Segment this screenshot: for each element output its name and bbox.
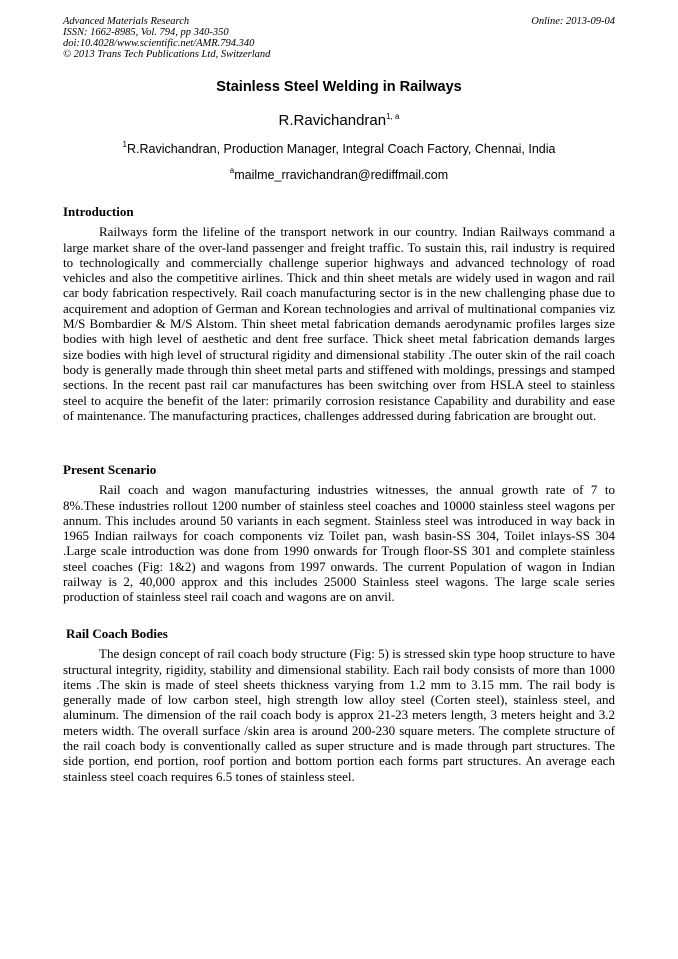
author-superscript: 1, a	[386, 112, 400, 121]
section-heading: Introduction	[63, 204, 134, 219]
section-rail-coach-bodies	[63, 626, 615, 784]
section-paragraph: Railways form the lifeline of the transport network in our country. Indian Railways command a large market share of the over-land passenger and freight traffic. To sustain this, rail industry is required to technologically and commercially challenge superior highways and advanced technology of road vehicles and also the competitive airlines. Thick and thin sheet metals are widely used in wagon and rail car body fabrication respectively. Rail coach manufacturing sector is in the new challenging phase due to acquirement and adoption of German and Korean technologies and arrival of multinational companies viz M/S Bombardier & M/S Alstom. Thin sheet metal fabrication demands aerodynamic profiles larges size bodies with high level of aesthetic and dent free surface. Thick sheet metal fabrication demands larges size bodies with high level of structural rigidity and dimensional stability .The outer skin of the rail coach body is generally made through thin sheet metal parts and stiffened with moldings, pressings and stamped sections. In the recent past rail car manufactures has been switching over from HSLA steel to stainless steel to acquire the benefit of the later: primarily corrosion resistance Capability and durability and ease of maintenance. The manufacturing practices, challenges addressed during fabrication are brought out.	[63, 224, 615, 423]
affiliation-superscript: 1	[122, 140, 127, 149]
section-introduction	[63, 204, 615, 423]
journal-name: Advanced Materials Research	[63, 16, 190, 27]
email-superscript: a	[229, 166, 235, 175]
email-line	[0, 168, 678, 182]
author-name: R.Ravichandran	[278, 112, 387, 129]
journal-doi: doi:10.4028/www.scientific.net/AMR.794.340	[63, 38, 255, 49]
affiliation-line	[0, 142, 678, 156]
journal-copyright: © 2013 Trans Tech Publications Ltd, Switzerland	[63, 49, 271, 60]
section-paragraph: Rail coach and wagon manufacturing industries witnesses, the annual growth rate of 7 to 8%.These industries rollout 1200 number of stainless steel coaches and 10000 stainless steel wagons per annum. This includes around 50 variants in each segment. Stainless steel was introduced in way back in 1965 Indian railways for coach components viz Toilet pan, wash basin-SS 304, Toilet inlays-SS 304 .Large scale introduction was done from 1990 onwards for Trough floor-SS 301 and complete stainless steel coaches (Fig: 1&2) and wagons from 1997 onwards. The current Population of wagon in Indian railway is 2, 40,000 approx and this includes 25000 Stainless steel wagons. The large scale series production of stainless steel rail coach and wagons are on anvil.	[63, 482, 615, 605]
paper-title: Stainless Steel Welding in Railways	[216, 79, 462, 95]
author-line	[0, 112, 678, 129]
journal-header	[63, 16, 615, 60]
affiliation-text: R.Ravichandran, Production Manager, Integral Coach Factory, Chennai, India	[126, 142, 556, 156]
section-present-scenario	[63, 462, 615, 605]
section-paragraph: The design concept of rail coach body structure (Fig: 5) is stressed skin type hoop structure to have structural integrity, rigidity, stability and dimensional stability. Each rail body consists of more than 1000 items .The skin is made of steel sheets thickness varying from 1.2 mm to 3.15 mm. The rail body is generally made of low carbon steel, high strength low alloy steel (Corten steel), stainless steel, and aluminum. The dimension of the rail coach body is approx 21-23 meters length, 3 meters height and 3.2 meters width. The overall surface /skin area is around 200-230 square meters. The complete structure of the rail coach body is conventionally called as super structure and is made through part structures. The side portion, end portion, roof portion and bottom portion each forms part structures. An average each stainless steel coach requires 6.5 tones of stainless steel.	[63, 646, 615, 784]
journal-issn: ISSN: 1662-8985, Vol. 794, pp 340-350	[63, 27, 229, 38]
email-address: mailme_rravichandran@rediffmail.com	[234, 168, 449, 182]
section-heading: Present Scenario	[63, 462, 157, 477]
online-date: Online: 2013-09-04	[531, 16, 615, 27]
section-heading: Rail Coach Bodies	[66, 626, 168, 641]
